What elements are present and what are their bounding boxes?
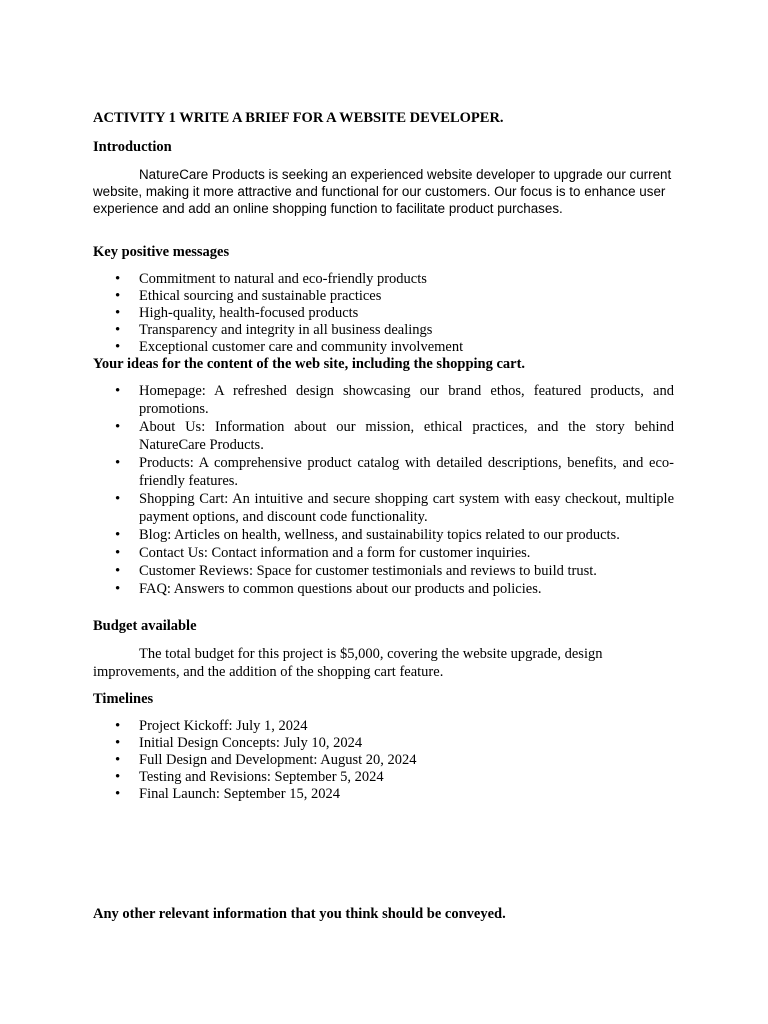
document-title: ACTIVITY 1 WRITE A BRIEF FOR A WEBSITE DEVELOPER. xyxy=(93,110,504,126)
list-item: • High-quality, health-focused products xyxy=(93,305,674,322)
list-item: • Shopping Cart: An intuitive and secure shopping cart system with easy checkout, multiple payment options, and discount code functionality. xyxy=(93,490,674,526)
list-item: • Exceptional customer care and community involvement xyxy=(93,339,674,356)
list-item: • Full Design and Development: August 20, 2024 xyxy=(93,752,674,769)
content-ideas-list xyxy=(93,382,674,598)
key-messages-list xyxy=(93,271,674,356)
list-item: • Initial Design Concepts: July 10, 2024 xyxy=(93,735,674,752)
other-info-heading: Any other relevant information that you think should be conveyed. xyxy=(93,906,506,922)
budget-paragraph: The total budget for this project is $5,000, covering the website upgrade, design improvements, and the addition of the shopping cart feature. xyxy=(93,646,603,680)
timelines-heading: Timelines xyxy=(93,691,154,707)
list-item: • Transparency and integrity in all business dealings xyxy=(93,322,674,339)
timelines-list xyxy=(93,718,674,803)
introduction-paragraph: NatureCare Products is seeking an experienced website developer to upgrade our current website, making it more attractive and functional for our customers. Our focus is to enhance user experience and add an online shopping function to facilitate product purchases. xyxy=(93,167,672,216)
list-item: • About Us: Information about our mission, ethical practices, and the story behind NatureCare Products. xyxy=(93,418,674,454)
list-item: • Testing and Revisions: September 5, 2024 xyxy=(93,769,674,786)
list-item: • Project Kickoff: July 1, 2024 xyxy=(93,718,674,735)
content-ideas-heading: Your ideas for the content of the web site, including the shopping cart. xyxy=(93,356,526,372)
list-item: • Final Launch: September 15, 2024 xyxy=(93,786,674,803)
budget-heading: Budget available xyxy=(93,618,197,634)
list-item: • Products: A comprehensive product catalog with detailed descriptions, benefits, and eco-friendly features. xyxy=(93,454,674,490)
list-item: • Commitment to natural and eco-friendly products xyxy=(93,271,674,288)
key-messages-heading: Key positive messages xyxy=(93,244,230,260)
list-item: • Ethical sourcing and sustainable practices xyxy=(93,288,674,305)
list-item: • Contact Us: Contact information and a form for customer inquiries. xyxy=(93,544,674,562)
list-item: • Customer Reviews: Space for customer testimonials and reviews to build trust. xyxy=(93,562,674,580)
list-item: • Blog: Articles on health, wellness, and sustainability topics related to our products. xyxy=(93,526,674,544)
list-item: • FAQ: Answers to common questions about our products and policies. xyxy=(93,580,674,598)
introduction-heading: Introduction xyxy=(93,139,172,155)
list-item: • Homepage: A refreshed design showcasing our brand ethos, featured products, and promotions. xyxy=(93,382,674,418)
